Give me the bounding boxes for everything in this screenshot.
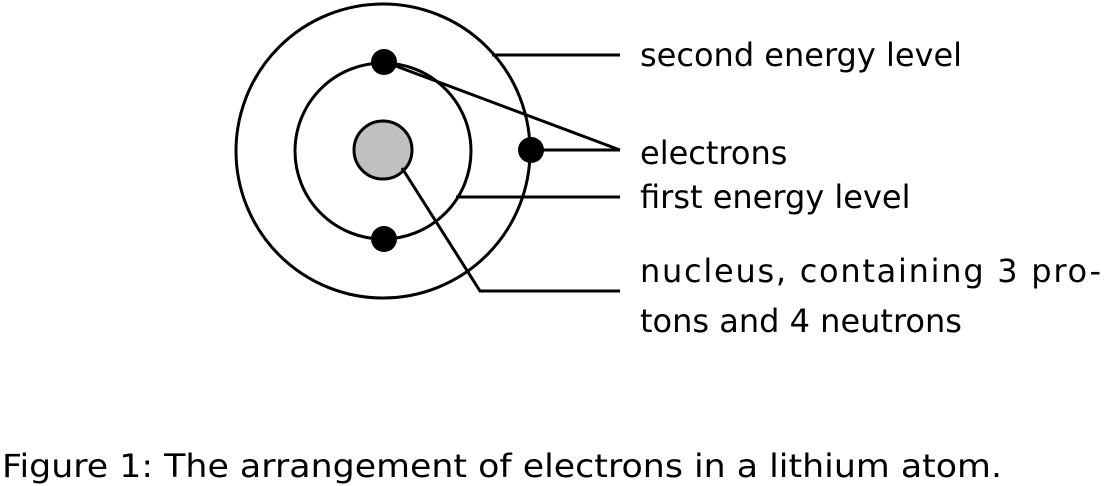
electron-right (518, 137, 544, 163)
nucleus-label-line2: tons and 4 neutrons (640, 302, 962, 340)
electron-bottom (371, 226, 397, 252)
figure-caption: Figure 1: The arrangement of electrons in a lithium atom. (2, 447, 1002, 485)
electrons-leader-top (385, 62, 620, 150)
electrons-label: electrons (640, 134, 788, 172)
first-energy-level-label: first energy level (640, 178, 911, 216)
nucleus-leader (402, 168, 620, 291)
electron-top (371, 49, 397, 75)
nucleus-label-line1: nucleus, containing 3 pro- (640, 252, 1101, 290)
second-energy-level-label: second energy level (640, 36, 963, 74)
